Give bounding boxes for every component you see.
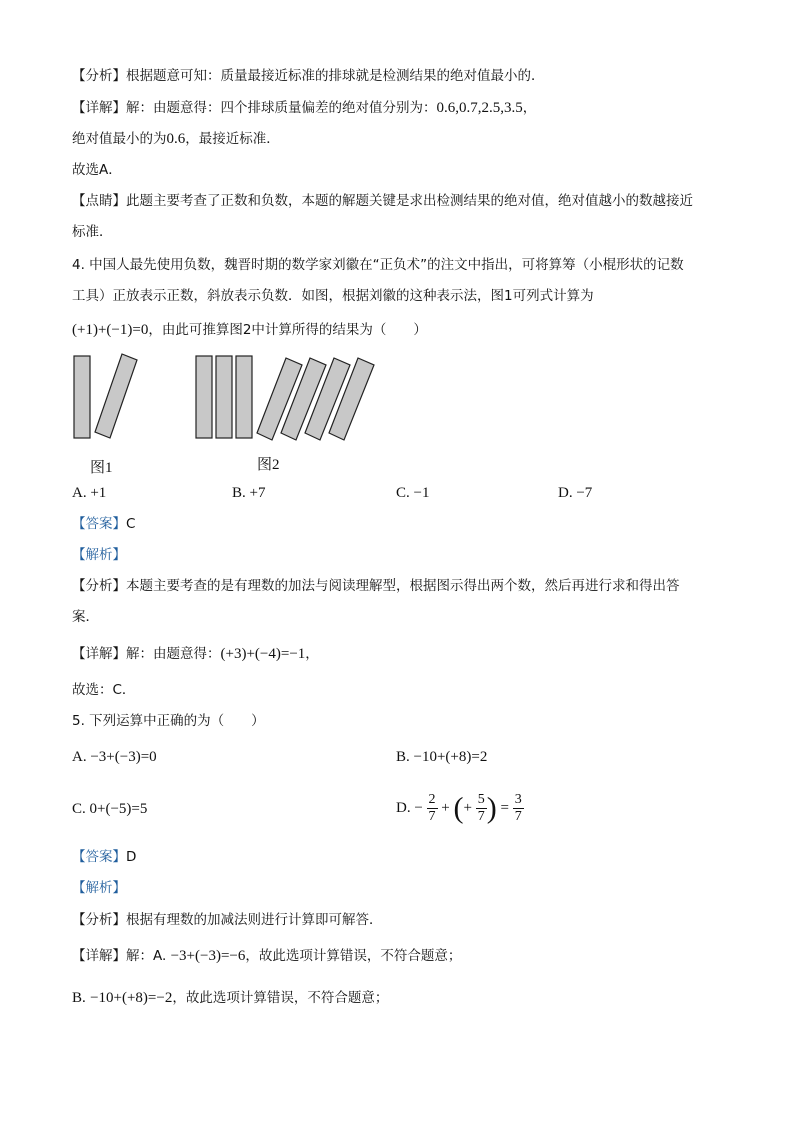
min-value: 0.6 (166, 131, 186, 147)
figure-2-caption: 图2 (257, 457, 280, 473)
question-4-line-3 (72, 320, 427, 340)
text: 绝对值最小的为 (72, 131, 167, 147)
slanted-rod (95, 354, 137, 438)
fraction (476, 792, 487, 825)
detail-text: 【详解】解：由题意得：四个排球质量偏差的绝对值分别为： (72, 100, 437, 116)
upright-rod (74, 356, 90, 438)
question-text: ，由此可推算图2中计算所得的结果为（ ） (148, 322, 427, 338)
operator: + (441, 800, 450, 816)
q5-option-b: B. −10+(+8)=2 (396, 749, 488, 765)
analysis-line-3: 【分析】根据题意可知：质量最接近标准的排球就是检测结果的绝对值最小的． (72, 68, 545, 84)
upright-rod (216, 356, 232, 438)
fraction (427, 792, 438, 825)
text: 【详解】解：由题意得： (72, 646, 221, 662)
counting-rods-figure (60, 350, 400, 450)
numerator: 3 (514, 792, 522, 808)
choose-line-3: 故选A． (72, 162, 122, 178)
numerator: 2 (428, 792, 436, 808)
analysis-label-4: 【解析】 (72, 547, 126, 563)
upright-rod (236, 356, 252, 438)
text: 【详解】解：A. (72, 948, 167, 964)
q4-option-c: C. −1 (396, 485, 430, 501)
upright-rod (196, 356, 212, 438)
detail-4-equation: (+3)+(−4)=−1 (220, 646, 306, 662)
min-abs-line (72, 129, 280, 149)
sign: + (463, 800, 472, 816)
denominator: 7 (514, 809, 522, 825)
comment-line: 【点睛】此题主要考查了正数和负数，本题的解题关键是求出检测结果的绝对值，绝对值越小的数越接近 (72, 193, 693, 209)
comma: ， (522, 100, 537, 116)
text: ，故此选项计算错误，不符合题意； (245, 948, 462, 964)
figure-1-caption: 图1 (90, 460, 113, 476)
paren: ( (453, 791, 464, 825)
numerator: 5 (477, 792, 485, 808)
q4-option-b: B. +7 (232, 485, 266, 501)
text: ， (305, 646, 319, 662)
fig1-equation: (+1)+(−1)=0 (72, 322, 149, 338)
q4-option-d: D. −7 (558, 485, 593, 501)
answer-label: 【答案】 (72, 516, 126, 532)
detail-5-eq-a: −3+(−3)=−6 (170, 948, 246, 964)
analysis-4-line-2: 案． (72, 609, 99, 625)
q5-option-d (396, 788, 524, 829)
answer-label: 【答案】 (72, 849, 126, 865)
question-5: 5. 下列运算中正确的为（ ） (72, 713, 265, 729)
q5-option-c: C. 0+(−5)=5 (72, 801, 148, 817)
question-4-line-1: 4. 中国人最先使用负数，魏晋时期的数学家刘徽在“正负术”的注文中指出，可将算筹（小棍形状的记数 (72, 257, 684, 273)
q4-option-a: A. +1 (72, 485, 107, 501)
question-4-line-2: 工具）正放表示正数，斜放表示负数．如图，根据刘徽的这种表示法，图1可列式计算为 (72, 288, 594, 304)
answer-5 (72, 847, 136, 867)
detail-5-b (72, 988, 388, 1008)
detail-5-eq-b: −10+(+8)=−2 (90, 990, 173, 1006)
option-label: B. (72, 990, 86, 1006)
paren: ) (486, 791, 497, 825)
answer-value: D (126, 849, 137, 865)
equals: = (500, 800, 509, 816)
detail-line-3 (72, 98, 536, 118)
analysis-5: 【分析】根据有理数的加减法则进行计算即可解答． (72, 912, 383, 928)
denominator: 7 (428, 809, 436, 825)
answer-4 (72, 514, 135, 534)
choose-4: 故选：C． (72, 682, 136, 698)
fraction (513, 792, 524, 825)
option-label: D. − (396, 800, 423, 816)
analysis-label-5: 【解析】 (72, 880, 126, 896)
denominator: 7 (477, 809, 485, 825)
detail-5-a (72, 946, 461, 966)
text: ，故此选项计算错误，不符合题意； (172, 990, 389, 1006)
text: ，最接近标准． (185, 131, 280, 147)
comment-line-cont: 标准． (72, 224, 113, 240)
abs-values: 0.6,0.7,2.5,3.5 (436, 100, 523, 116)
analysis-4-line-1: 【分析】本题主要考查的是有理数的加法与阅读理解型，根据图示得出两个数，然后再进行求和得出答 (72, 578, 680, 594)
answer-value: C (126, 516, 136, 532)
q5-option-a: A. −3+(−3)=0 (72, 749, 157, 765)
detail-4 (72, 644, 319, 664)
